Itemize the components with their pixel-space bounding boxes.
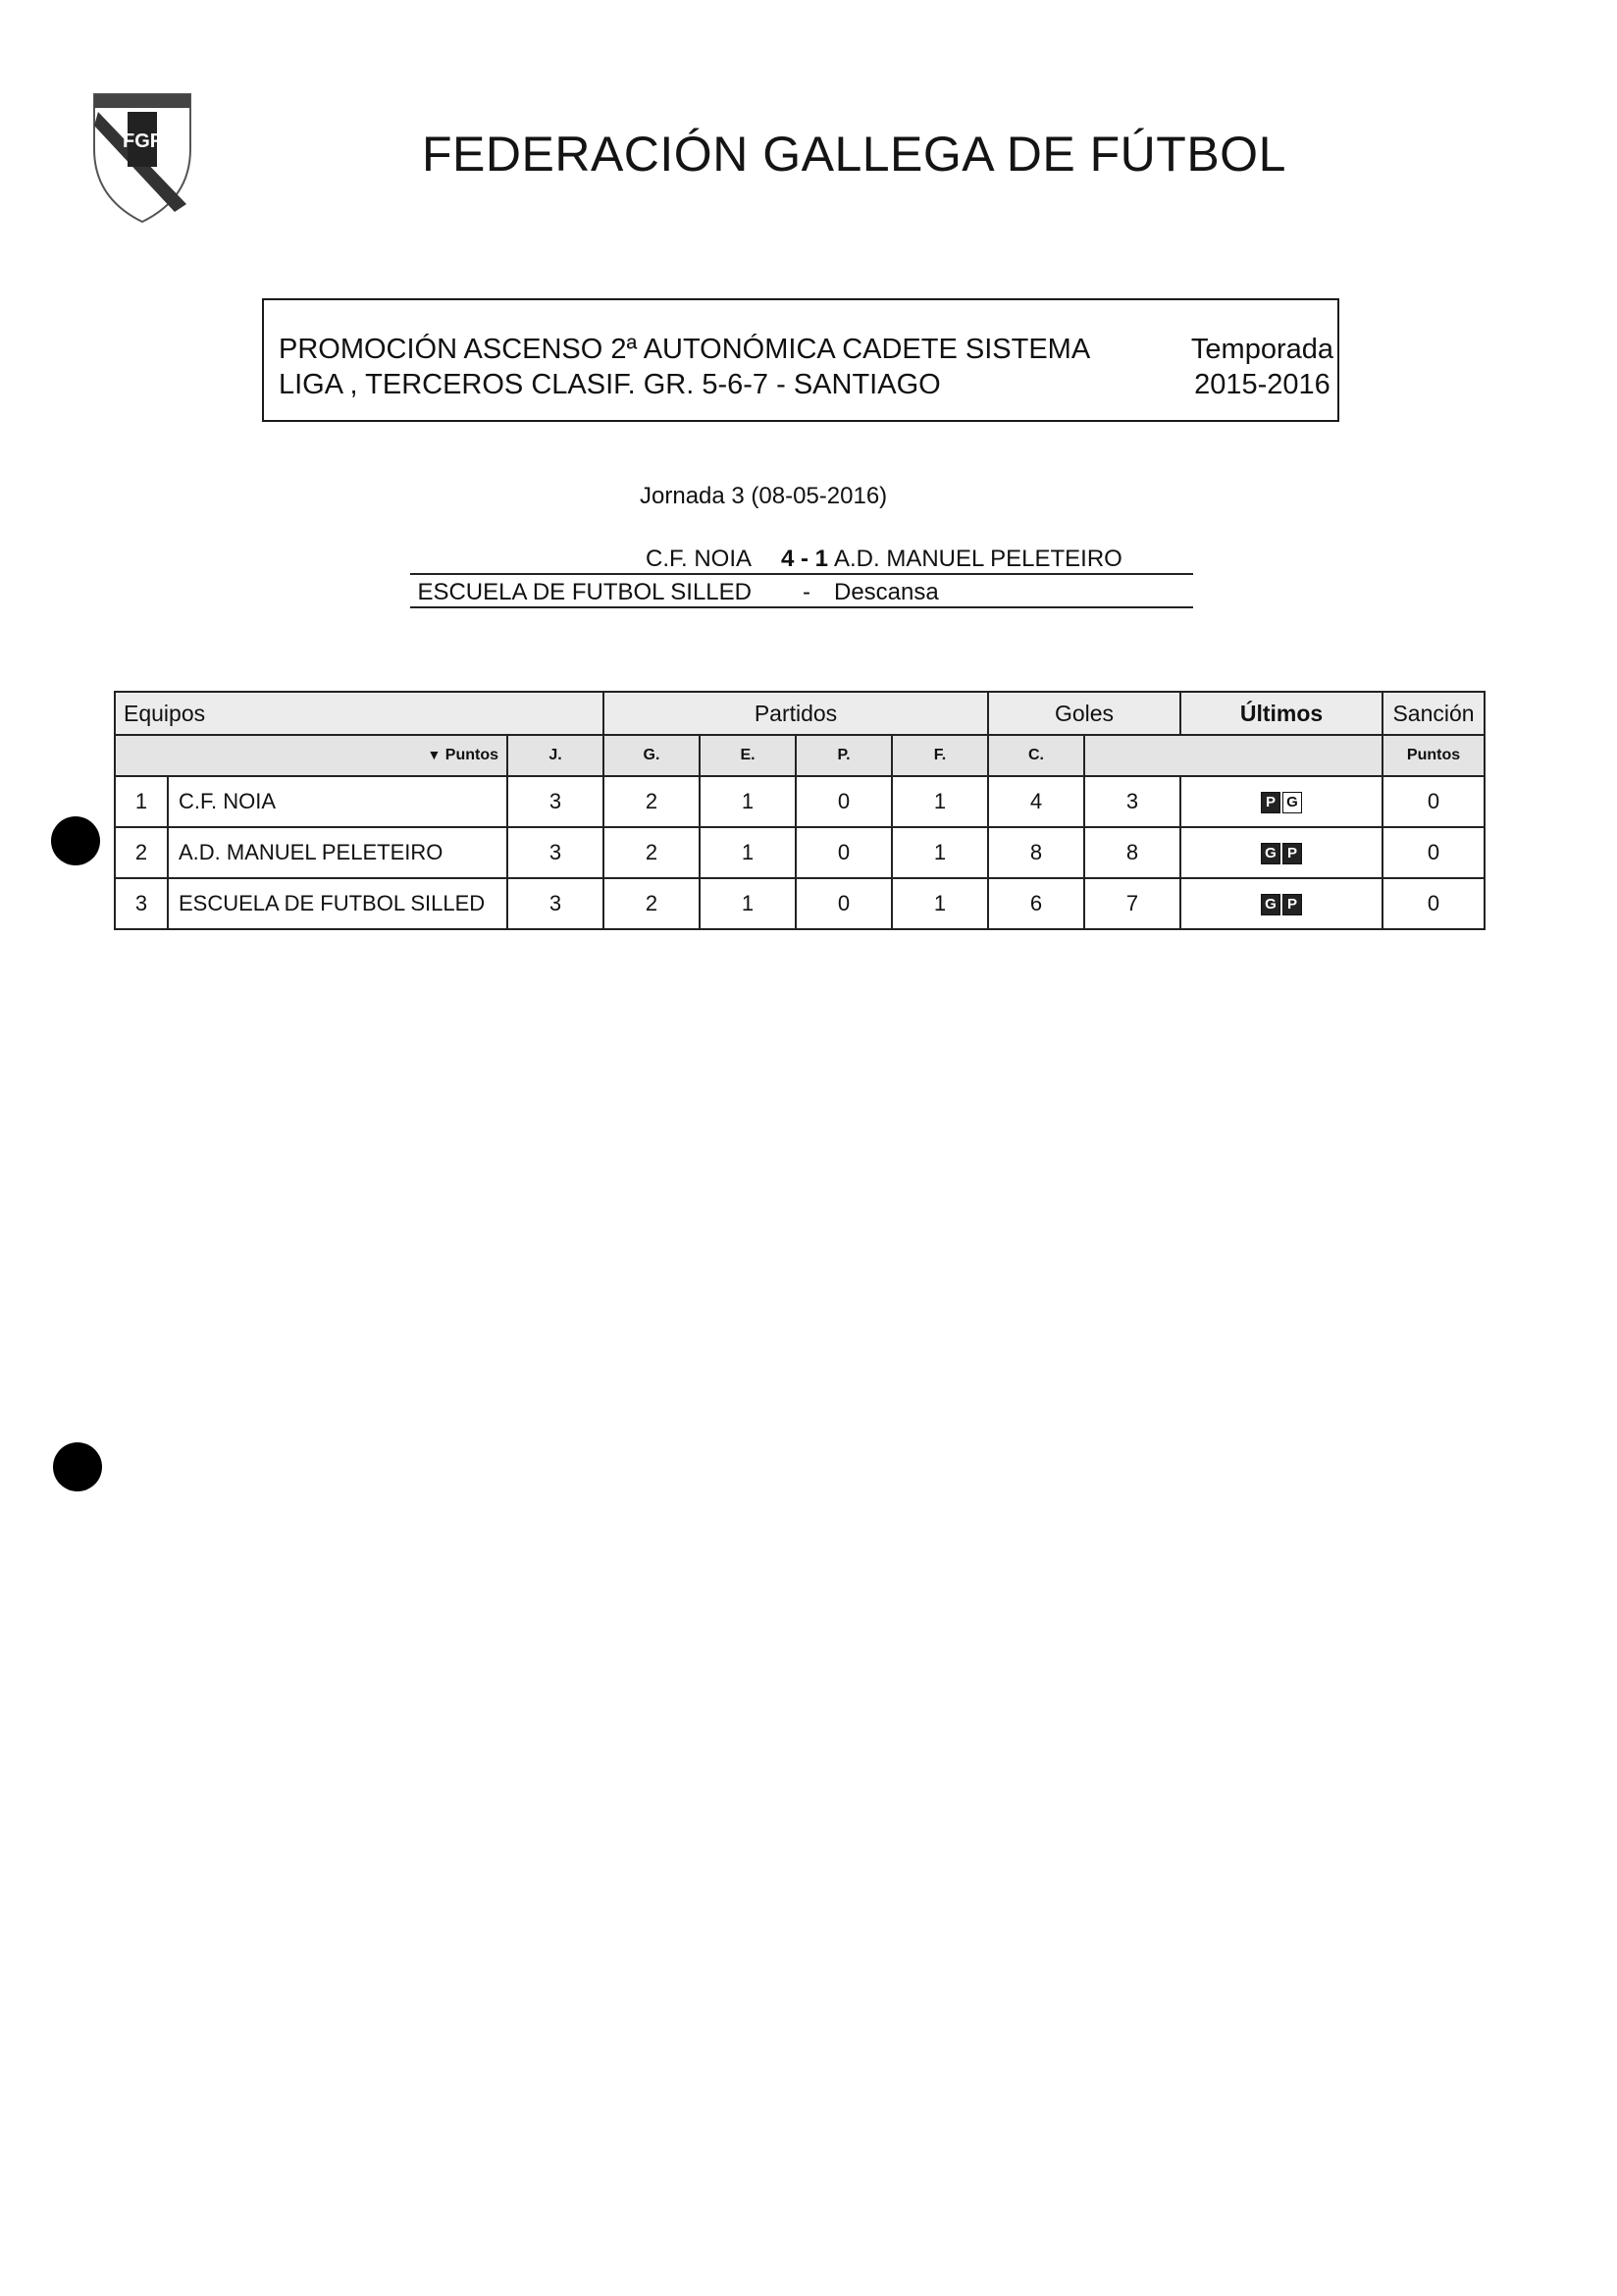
result-badge: P bbox=[1261, 792, 1280, 813]
team-goals-for: 4 bbox=[988, 776, 1084, 827]
competition-name: PROMOCIÓN ASCENSO 2ª AUTONÓMICA CADETE SISTEMA LIGA , TERCEROS CLASIF. GR. 5-6-7 - SANTIAGO bbox=[279, 334, 1089, 400]
result-badge: G bbox=[1261, 894, 1280, 915]
header-matches: Partidos bbox=[603, 692, 988, 735]
team-position: 1 bbox=[115, 776, 168, 827]
header-points[interactable] bbox=[115, 735, 507, 776]
header-teams: Equipos bbox=[115, 692, 603, 735]
season-block bbox=[1191, 332, 1333, 402]
table-row bbox=[115, 827, 1485, 878]
header-played: J. bbox=[507, 735, 603, 776]
team-name: ESCUELA DE FUTBOL SILLED bbox=[168, 878, 507, 929]
header-sanction-points: Puntos bbox=[1382, 735, 1485, 776]
match-away-team: Descansa bbox=[834, 579, 939, 605]
team-last-results bbox=[1180, 878, 1382, 929]
season-label: Temporada bbox=[1190, 334, 1333, 365]
result-badge: P bbox=[1282, 894, 1302, 915]
header-goals: Goles bbox=[988, 692, 1180, 735]
header-goals-against: C. bbox=[988, 735, 1084, 776]
table-row bbox=[115, 878, 1485, 929]
federation-logo bbox=[90, 90, 194, 226]
team-points: 3 bbox=[507, 776, 603, 827]
team-lost: 1 bbox=[892, 878, 988, 929]
team-goals-for: 8 bbox=[988, 827, 1084, 878]
header-lost: P. bbox=[796, 735, 892, 776]
result-badge: G bbox=[1282, 792, 1302, 813]
table-row bbox=[115, 776, 1485, 827]
match-score: - bbox=[803, 579, 810, 605]
team-sanction: 0 bbox=[1382, 827, 1485, 878]
team-last-results bbox=[1180, 776, 1382, 827]
team-sanction: 0 bbox=[1382, 878, 1485, 929]
page-title: FEDERACIÓN GALLEGA DE FÚTBOL bbox=[422, 127, 1286, 182]
team-drawn: 0 bbox=[796, 878, 892, 929]
team-drawn: 0 bbox=[796, 776, 892, 827]
match-home-team: C.F. NOIA bbox=[645, 546, 752, 572]
standings-table bbox=[114, 691, 1486, 930]
header-goals-for: F. bbox=[892, 735, 988, 776]
result-badge: P bbox=[1282, 843, 1302, 864]
team-lost: 1 bbox=[892, 776, 988, 827]
punch-hole bbox=[51, 816, 100, 865]
team-goals-for: 6 bbox=[988, 878, 1084, 929]
match-away-team: A.D. MANUEL PELETEIRO bbox=[834, 546, 1122, 572]
team-position: 3 bbox=[115, 878, 168, 929]
team-points: 3 bbox=[507, 878, 603, 929]
round-title: Jornada 3 (08-05-2016) bbox=[640, 483, 888, 509]
header-points-label: Puntos bbox=[444, 747, 498, 763]
team-won: 1 bbox=[700, 878, 796, 929]
team-goals-against: 7 bbox=[1084, 878, 1180, 929]
team-played: 2 bbox=[603, 827, 700, 878]
team-played: 2 bbox=[603, 776, 700, 827]
team-won: 1 bbox=[700, 776, 796, 827]
punch-hole bbox=[53, 1442, 102, 1491]
header-sanction: Sanción bbox=[1382, 692, 1485, 735]
team-played: 2 bbox=[603, 878, 700, 929]
team-position: 2 bbox=[115, 827, 168, 878]
team-won: 1 bbox=[700, 827, 796, 878]
svg-text:FGF: FGF bbox=[123, 130, 162, 152]
match-score: 4 - 1 bbox=[781, 546, 829, 572]
team-goals-against: 3 bbox=[1084, 776, 1180, 827]
header-last: Últimos bbox=[1180, 692, 1382, 735]
team-goals-against: 8 bbox=[1084, 827, 1180, 878]
team-points: 3 bbox=[507, 827, 603, 878]
team-drawn: 0 bbox=[796, 827, 892, 878]
season-value: 2015-2016 bbox=[1194, 369, 1330, 400]
header-won: G. bbox=[603, 735, 700, 776]
team-lost: 1 bbox=[892, 827, 988, 878]
match-home-team: ESCUELA DE FUTBOL SILLED bbox=[417, 579, 752, 605]
team-sanction: 0 bbox=[1382, 776, 1485, 827]
match-row bbox=[410, 573, 1193, 608]
competition-box bbox=[262, 298, 1339, 422]
header-drawn: E. bbox=[700, 735, 796, 776]
header-empty bbox=[1084, 735, 1382, 776]
team-name: A.D. MANUEL PELETEIRO bbox=[168, 827, 507, 878]
standings-subheader-row bbox=[115, 735, 1485, 776]
team-name: C.F. NOIA bbox=[168, 776, 507, 827]
match-row bbox=[410, 540, 1193, 575]
sort-down-icon: ▼ bbox=[427, 747, 442, 762]
result-badge: G bbox=[1261, 843, 1280, 864]
standings-header-row bbox=[115, 692, 1485, 735]
team-last-results bbox=[1180, 827, 1382, 878]
